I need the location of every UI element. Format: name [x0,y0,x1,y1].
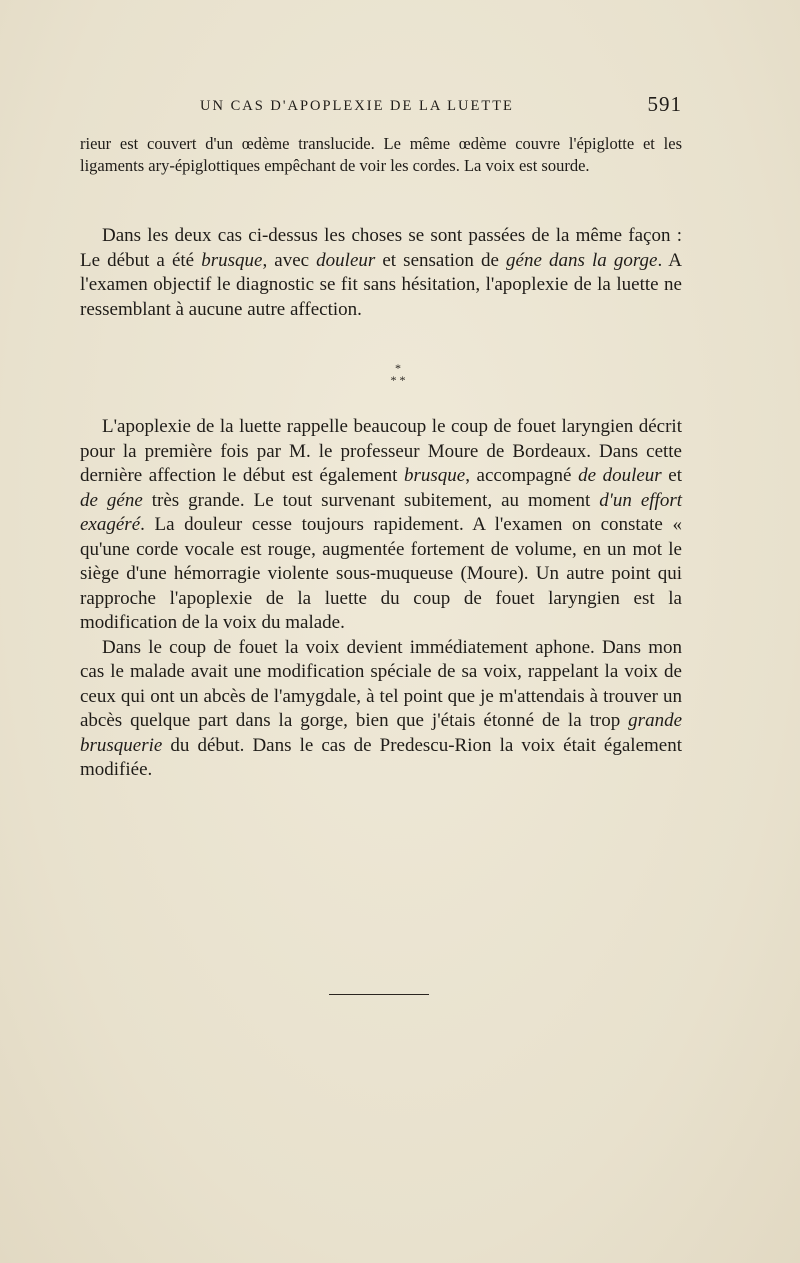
running-title: UN CAS D'APOPLEXIE DE LA LUETTE [200,98,514,114]
asterism-bottom: * * [390,373,406,387]
paragraph-1: rieur est couvert d'un œdème translucide. Le même œdème couvre l'épiglotte et les ligaments ary-épiglottiques empêchant de voir les cordes. La voix est sourde. [80,134,682,175]
asterism-top: * [395,361,401,375]
page-header [80,92,682,122]
paragraph-4: Dans le coup de fouet la voix devient immédiatement aphone. Dans mon cas le malade avait une modification spéciale de sa voix, rappelant la voix de ceux qui ont un abcès de l'amygdale, à tel point que je m'attendais à trouver un abcès quelque part dans la gorge, bien que j'étais étonné de la trop grande brusquerie du début. Dans le cas de Predescu-Rion la voix était également modifiée. [80,636,682,780]
paragraph-summary [80,224,682,322]
paragraph-3: L'apoplexie de la luette rappelle beaucoup le coup de fouet laryngien décrit pour la première fois par M. le professeur Moure de Bordeaux. Dans cette dernière affection le début est également brusque, accompagné de douleur et de géne très grande. Le tout survenant subitement, au moment d'un effort exagéré. La douleur cesse toujours rapidement. A l'examen on constate « qu'une corde vocale est rouge, augmentée fortement de volume, en un mot le siège d'une hémorragie violente sous-muqueuse (Moure). Un autre point qui rapproche l'apoplexie de la luette du coup de fouet laryngien est la modification de la voix du malade. [80,416,682,633]
main-text [80,415,682,783]
paragraph-continuation [80,133,682,176]
paragraph-2: Dans les deux cas ci-dessus les choses se sont passées de la même façon : Le début a été brusque, avec douleur et sensation de géne dans la gorge. A l'examen objectif le diagnostic se fit sans hésitation, l'apoplexie de la luette ne ressemblant à aucune autre affection. [80,225,682,320]
end-rule [329,994,429,995]
page-number: 591 [647,92,682,116]
